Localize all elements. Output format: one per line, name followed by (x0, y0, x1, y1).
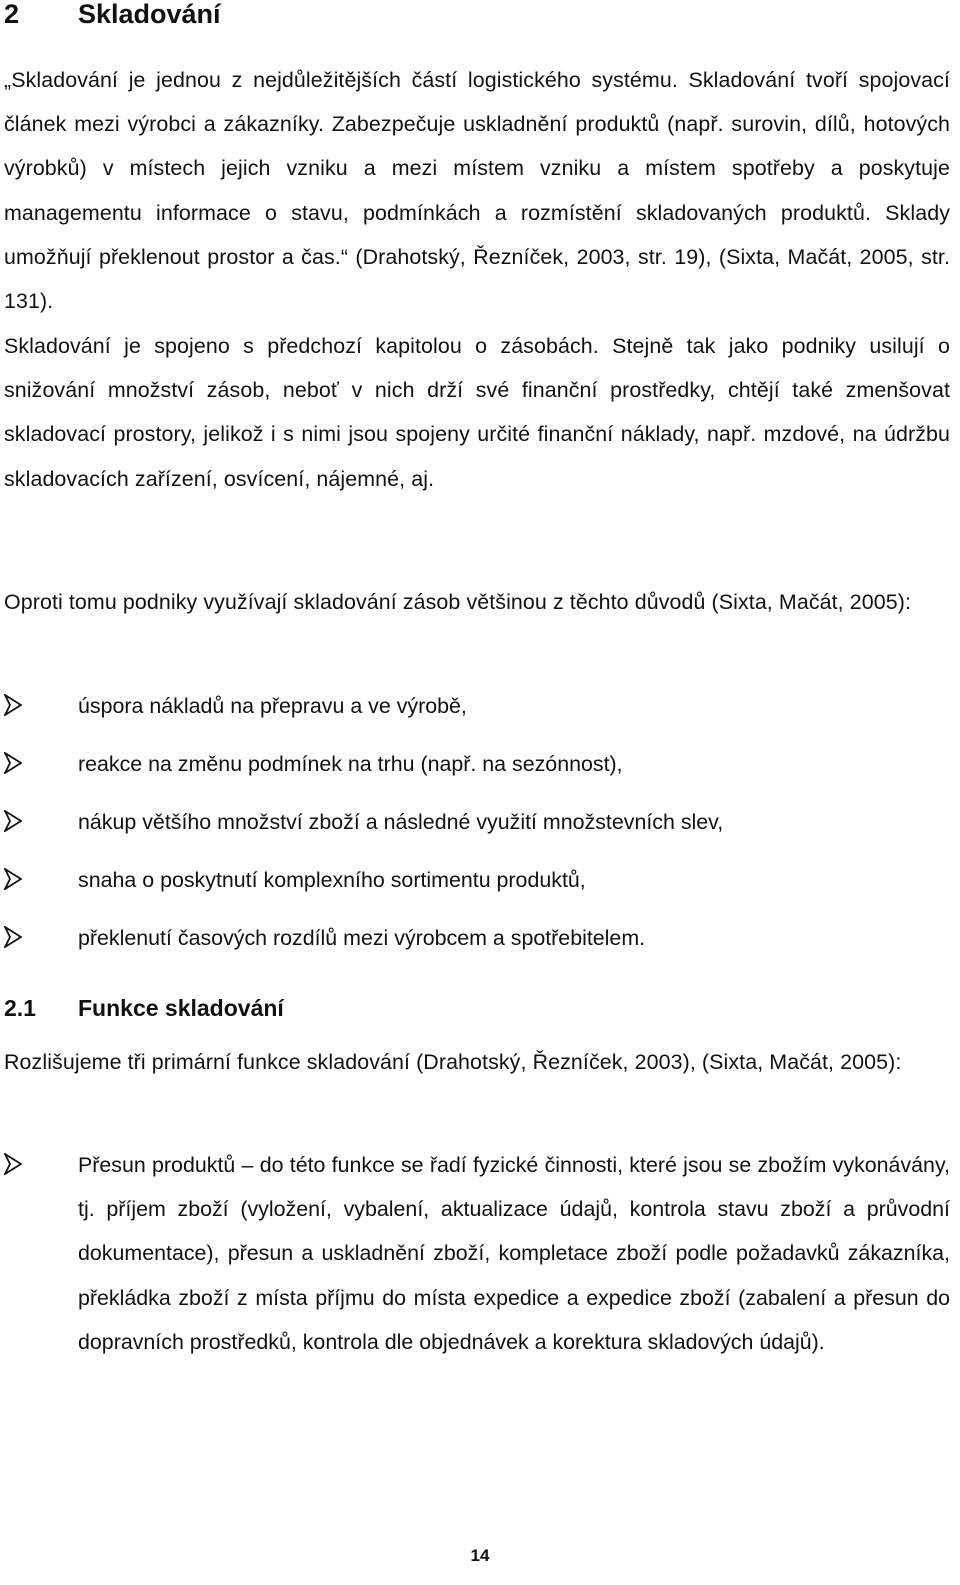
list-item: nákup většího množství zboží a následné využití množstevních slev, (4, 800, 950, 858)
reasons-intro-paragraph: Oproti tomu podniky využívají skladování zásob většinou z těchto důvodů (Sixta, Mačát, 2005): (4, 590, 911, 614)
page-number: 14 (470, 1546, 490, 1565)
storage-paragraph: Skladování je spojeno s předchozí kapitolou o zásobách. Stejně tak jako podniky usilují o snižování množství zásob, neboť v nich drží své finanční prostředky, chtějí také zmenšovat skladovací prostory, jelikož i s nimi jsou spojeny určité finanční náklady, např. mzdové, na údržbu skladovacích zařízení, osvícení, nájemné, aj. (4, 334, 950, 491)
section-number: 2.1 (4, 995, 36, 1021)
chapter-heading (4, 0, 221, 32)
list-item: snaha o poskytnutí komplexního sortimentu produktů, (4, 858, 950, 916)
arrowhead-bullet-icon (4, 694, 22, 716)
functions-intro-paragraph: Rozlišujeme tři primární funkce skladování (Drahotský, Řezníček, 2003), (Sixta, Mačát, 2005): (4, 1050, 902, 1074)
chapter-title: Skladování (78, 0, 221, 29)
arrowhead-bullet-icon (4, 1153, 22, 1175)
section-title: Funkce skladování (78, 995, 284, 1021)
arrowhead-bullet-icon (4, 810, 22, 832)
list-item: reakce na změnu podmínek na trhu (např. na sezónnost), (4, 742, 950, 800)
reasons-list (4, 684, 950, 974)
list-item: překlenutí časových rozdílů mezi výrobcem a spotřebitelem. (4, 916, 950, 974)
list-item: úspora nákladů na přepravu a ve výrobě, (4, 684, 950, 742)
functions-list (4, 1143, 950, 1364)
chapter-number: 2 (4, 0, 20, 29)
arrowhead-bullet-icon (4, 868, 22, 890)
arrowhead-bullet-icon (4, 926, 22, 948)
arrowhead-bullet-icon (4, 752, 22, 774)
intro-paragraph: „Skladování je jednou z nejdůležitějších částí logistického systému. Skladování tvoří spojovací článek mezi výrobci a zákazníky. Zabezpečuje uskladnění produktů (např. surovin, dílů, hotových výrobků) v místech jejich vzniku a mezi místem vzniku a místem spotřeby a poskytuje managementu informace o stavu, podmínkách a rozmístění skladovaných produktů. Sklady umožňují překlenout prostor a čas.“ (Drahotský, Řezníček, 2003, str. 19), (Sixta, Mačát, 2005, str. 131). (4, 68, 950, 314)
list-item: Přesun produktů – do této funkce se řadí fyzické činnosti, které jsou se zbožím vykonávány, tj. příjem zboží (vyložení, vybalení, aktualizace údajů, kontrola stavu zboží a průvodní dokumentace), přesun a uskladnění zboží, kompletace zboží podle požadavků zákazníka, překládka zboží z místa příjmu do místa expedice a expedice zboží (zabalení a přesun do dopravních prostředků, kontrola dle objednávek a korektura skladových údajů). (4, 1143, 950, 1364)
section-heading (4, 992, 284, 1024)
